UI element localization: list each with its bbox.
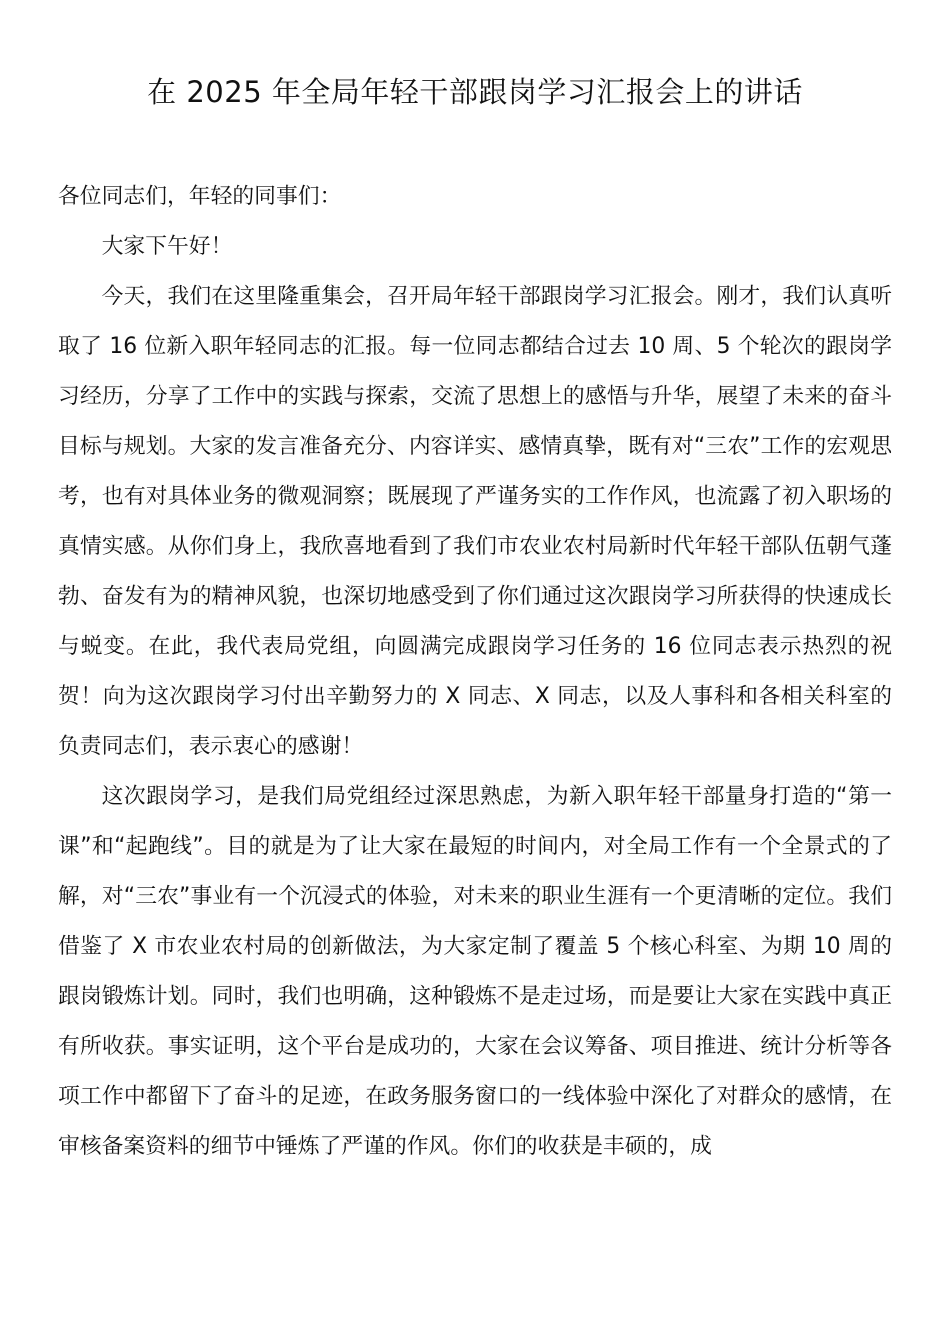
document-page: [58, 0, 892, 1172]
body-paragraph-1: 今天，我们在这里隆重集会，召开局年轻干部跟岗学习汇报会。刚才，我们认真听取了 16 位新入职年轻同志的汇报。每一位同志都结合过去 10 周、5 个轮次的跟岗学习经历，分享了工作中的实践与探索，交流了思想上的感悟与升华，展望了未来的奋斗目标与规划。大家的发言准备充分、内容详实、感情真挚，既有对“三农”工作的宏观思考，也有对具体业务的微观洞察；既展现了严谨务实的工作作风，也流露了初入职场的真情实感。从你们身上，我欣喜地看到了我们市农业农村局新时代年轻干部队伍朝气蓬勃、奋发有为的精神风貌，也深切地感受到了你们通过这次跟岗学习所获得的快速成长与蜕变。在此，我代表局党组，向圆满完成跟岗学习任务的 16 位同志表示热烈的祝贺！向为这次跟岗学习付出辛勤努力的 X 同志、X 同志，以及人事科和各相关科室的负责同志们，表示衷心的感谢！: [58, 284, 892, 759]
salutation: 各位同志们，年轻的同事们：: [58, 184, 342, 209]
body-paragraph-2: 这次跟岗学习，是我们局党组经过深思熟虑，为新入职年轻干部量身打造的“第一课”和“起跑线”。目的就是为了让大家在最短的时间内，对全局工作有一个全景式的了解，对“三农”事业有一个沉浸式的体验，对未来的职业生涯有一个更清晰的定位。我们借鉴了 X 市农业农村局的创新做法，为大家定制了覆盖 5 个核心科室、为期 10 周的跟岗锻炼计划。同时，我们也明确，这种锻炼不是走过场，而是要让大家在实践中真正有所收获。事实证明，这个平台是成功的，大家在会议筹备、项目推进、统计分析等各项工作中都留下了奋斗的足迹，在政务服务窗口的一线体验中深化了对群众的感情，在审核备案资料的细节中锤炼了严谨的作风。你们的收获是丰硕的，成: [58, 784, 892, 1159]
document-title: 在 2025 年全局年轻干部跟岗学习汇报会上的讲话: [147, 75, 803, 109]
greeting: 大家下午好！: [101, 234, 233, 259]
